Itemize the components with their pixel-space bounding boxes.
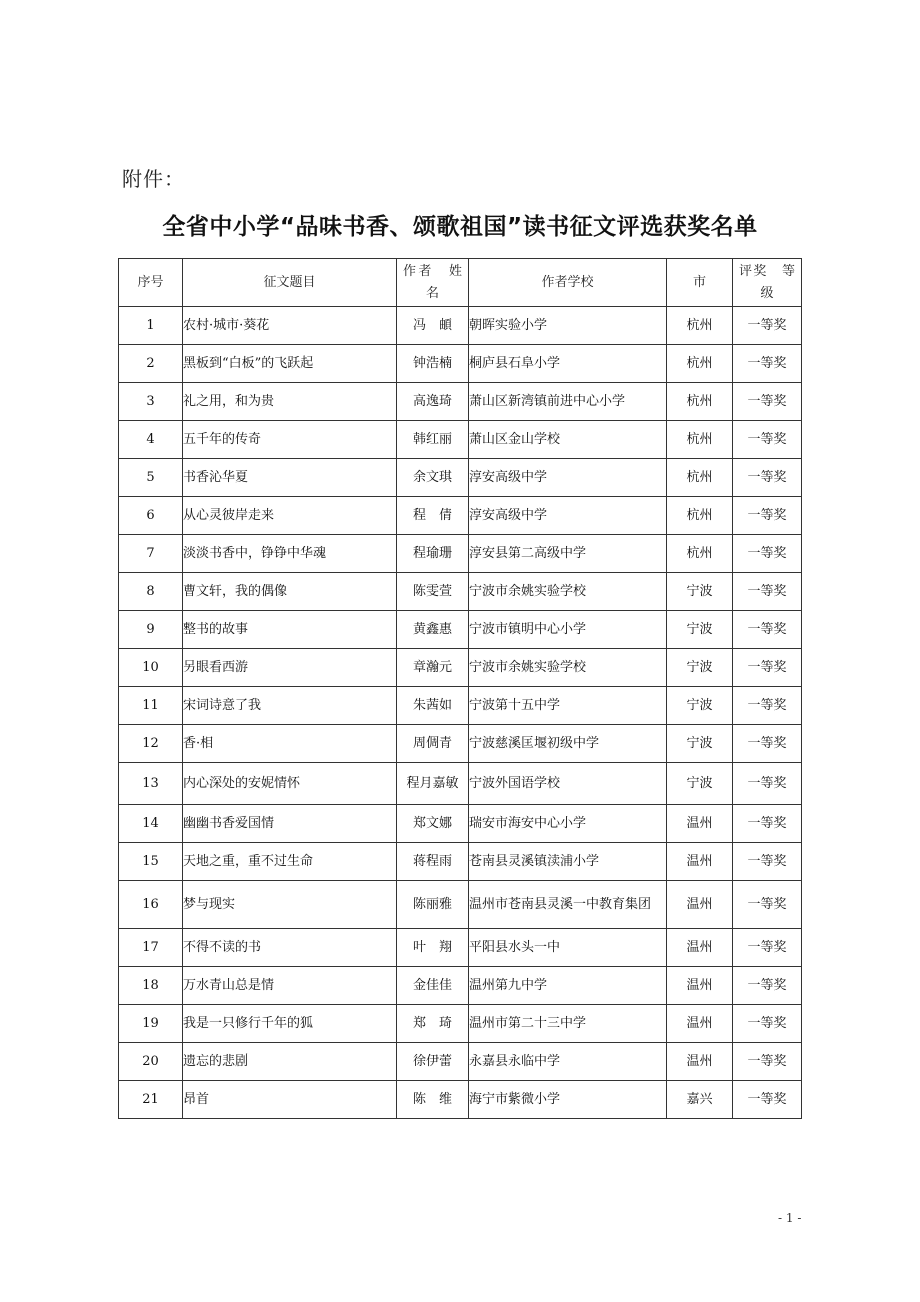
cell-index: 20 [119,1043,183,1081]
cell-author-name: 郑 琦 [397,1005,469,1043]
cell-index: 11 [119,687,183,725]
cell-essay-title: 昂首 [183,1081,397,1119]
cell-school: 淳安高级中学 [469,459,667,497]
cell-index: 2 [119,345,183,383]
cell-author-name: 朱茜如 [397,687,469,725]
table-row [119,1005,802,1043]
cell-award-level: 一等奖 [733,763,802,805]
cell-award-level: 一等奖 [733,421,802,459]
cell-index: 14 [119,805,183,843]
cell-author-name: 程 倩 [397,497,469,535]
cell-award-level: 一等奖 [733,929,802,967]
cell-essay-title: 天地之重，重不过生命 [183,843,397,881]
cell-author-name: 冯 頔 [397,307,469,345]
awards-table [118,258,802,1119]
cell-school: 温州第九中学 [469,967,667,1005]
cell-city: 宁波 [667,573,733,611]
cell-city: 宁波 [667,649,733,687]
cell-city: 宁波 [667,611,733,649]
cell-award-level: 一等奖 [733,345,802,383]
cell-award-level: 一等奖 [733,307,802,345]
cell-school: 海宁市紫微小学 [469,1081,667,1119]
cell-index: 1 [119,307,183,345]
cell-essay-title: 书香沁华夏 [183,459,397,497]
cell-award-level: 一等奖 [733,573,802,611]
table-row [119,1081,802,1119]
cell-author-name: 高逸琦 [397,383,469,421]
cell-award-level: 一等奖 [733,881,802,929]
table-row [119,573,802,611]
cell-essay-title: 五千年的传奇 [183,421,397,459]
cell-award-level: 一等奖 [733,611,802,649]
cell-index: 17 [119,929,183,967]
cell-essay-title: 整书的故事 [183,611,397,649]
page-number: - 1 - [778,1211,802,1225]
cell-city: 温州 [667,805,733,843]
cell-school: 桐庐县石阜小学 [469,345,667,383]
cell-award-level: 一等奖 [733,1081,802,1119]
cell-city: 杭州 [667,345,733,383]
cell-award-level: 一等奖 [733,383,802,421]
cell-author-name: 郑文娜 [397,805,469,843]
table-row [119,1043,802,1081]
table-row [119,763,802,805]
table-row [119,649,802,687]
cell-award-level: 一等奖 [733,967,802,1005]
cell-author-name: 程瑜珊 [397,535,469,573]
cell-author-name: 金佳佳 [397,967,469,1005]
cell-school: 淳安县第二高级中学 [469,535,667,573]
header-award-level [733,259,802,307]
cell-author-name: 徐伊蕾 [397,1043,469,1081]
cell-school: 宁波市余姚实验学校 [469,649,667,687]
cell-city: 杭州 [667,307,733,345]
table-row [119,383,802,421]
cell-city: 杭州 [667,497,733,535]
cell-author-name: 钟浩楠 [397,345,469,383]
cell-index: 4 [119,421,183,459]
cell-school: 平阳县水头一中 [469,929,667,967]
cell-city: 宁波 [667,763,733,805]
header-city: 市 [667,259,733,307]
cell-index: 13 [119,763,183,805]
cell-essay-title: 宋词诗意了我 [183,687,397,725]
cell-essay-title: 农村·城市·葵花 [183,307,397,345]
cell-award-level: 一等奖 [733,535,802,573]
cell-city: 杭州 [667,535,733,573]
cell-city: 温州 [667,843,733,881]
cell-index: 19 [119,1005,183,1043]
cell-school: 淳安高级中学 [469,497,667,535]
attachment-label: 附件： [122,167,185,191]
cell-index: 12 [119,725,183,763]
table-row [119,535,802,573]
cell-award-level: 一等奖 [733,459,802,497]
header-school: 作者学校 [469,259,667,307]
cell-school: 温州市第二十三中学 [469,1005,667,1043]
cell-essay-title: 另眼看西游 [183,649,397,687]
author-name-text: 程月嘉敏 [406,775,459,791]
cell-school: 温州市苍南县灵溪一中教育集团 [469,881,667,929]
cell-award-level: 一等奖 [733,1005,802,1043]
cell-author-name: 章瀚元 [397,649,469,687]
cell-author-name: 周倜青 [397,725,469,763]
cell-index: 15 [119,843,183,881]
cell-index: 8 [119,573,183,611]
table-row [119,881,802,929]
cell-index: 6 [119,497,183,535]
cell-author-name [397,763,469,805]
cell-essay-title: 礼之用，和为贵 [183,383,397,421]
header-author-name-line1: 作者 姓 [403,263,462,279]
cell-city: 杭州 [667,459,733,497]
cell-essay-title: 曹文轩，我的偶像 [183,573,397,611]
table-header-row [119,259,802,307]
table-row [119,725,802,763]
cell-index: 18 [119,967,183,1005]
cell-school: 宁波慈溪匡堰初级中学 [469,725,667,763]
cell-essay-title: 遗忘的悲剧 [183,1043,397,1081]
cell-index: 21 [119,1081,183,1119]
table-row [119,459,802,497]
table-body [119,307,802,1119]
cell-author-name: 叶 翔 [397,929,469,967]
table-row [119,843,802,881]
cell-school: 宁波外国语学校 [469,763,667,805]
header-award-level-line2: 级 [760,285,774,301]
document-title: 全省中小学“品味书香、颂歌祖国”读书征文评选获奖名单 [162,214,758,240]
cell-author-name: 陈雯萱 [397,573,469,611]
table-row [119,611,802,649]
cell-essay-title: 梦与现实 [183,881,397,929]
cell-essay-title: 黑板到“白板”的飞跃起 [183,345,397,383]
cell-author-name: 韩红丽 [397,421,469,459]
cell-city: 温州 [667,967,733,1005]
cell-index: 10 [119,649,183,687]
cell-school: 萧山区新湾镇前进中心小学 [469,383,667,421]
cell-essay-title: 淡淡书香中，铮铮中华魂 [183,535,397,573]
cell-award-level: 一等奖 [733,687,802,725]
cell-index: 16 [119,881,183,929]
cell-city: 宁波 [667,687,733,725]
cell-essay-title: 香·相 [183,725,397,763]
cell-school: 萧山区金山学校 [469,421,667,459]
table-row [119,929,802,967]
cell-essay-title: 不得不读的书 [183,929,397,967]
cell-award-level: 一等奖 [733,725,802,763]
table-row [119,497,802,535]
cell-award-level: 一等奖 [733,805,802,843]
cell-author-name: 陈 维 [397,1081,469,1119]
table-row [119,805,802,843]
table-row [119,307,802,345]
cell-school: 瑞安市海安中心小学 [469,805,667,843]
cell-essay-title: 我是一只修行千年的狐 [183,1005,397,1043]
cell-author-name: 余文琪 [397,459,469,497]
table-row [119,421,802,459]
cell-school: 宁波市镇明中心小学 [469,611,667,649]
cell-author-name: 陈丽雅 [397,881,469,929]
table-row [119,687,802,725]
cell-award-level: 一等奖 [733,1043,802,1081]
cell-essay-title: 从心灵彼岸走来 [183,497,397,535]
table-row [119,967,802,1005]
cell-school: 朝晖实验小学 [469,307,667,345]
cell-school: 宁波第十五中学 [469,687,667,725]
header-essay-title: 征文题目 [183,259,397,307]
cell-city: 温州 [667,929,733,967]
cell-index: 7 [119,535,183,573]
cell-school: 永嘉县永临中学 [469,1043,667,1081]
cell-essay-title: 万水青山总是情 [183,967,397,1005]
cell-city: 温州 [667,881,733,929]
cell-author-name: 蒋程雨 [397,843,469,881]
cell-city: 杭州 [667,383,733,421]
cell-index: 3 [119,383,183,421]
cell-city: 宁波 [667,725,733,763]
cell-award-level: 一等奖 [733,649,802,687]
header-author-name [397,259,469,307]
header-author-name-line2: 名 [425,285,439,301]
cell-index: 5 [119,459,183,497]
cell-index: 9 [119,611,183,649]
cell-essay-title: 幽幽书香爱国情 [183,805,397,843]
header-index: 序号 [119,259,183,307]
cell-award-level: 一等奖 [733,497,802,535]
cell-city: 温州 [667,1005,733,1043]
cell-city: 嘉兴 [667,1081,733,1119]
table-row [119,345,802,383]
cell-city: 温州 [667,1043,733,1081]
cell-award-level: 一等奖 [733,843,802,881]
cell-school: 苍南县灵溪镇渎浦小学 [469,843,667,881]
cell-school: 宁波市余姚实验学校 [469,573,667,611]
cell-city: 杭州 [667,421,733,459]
cell-essay-title: 内心深处的安妮情怀 [183,763,397,805]
cell-author-name: 黄鑫惠 [397,611,469,649]
header-award-level-line1: 评奖 等 [739,263,795,279]
